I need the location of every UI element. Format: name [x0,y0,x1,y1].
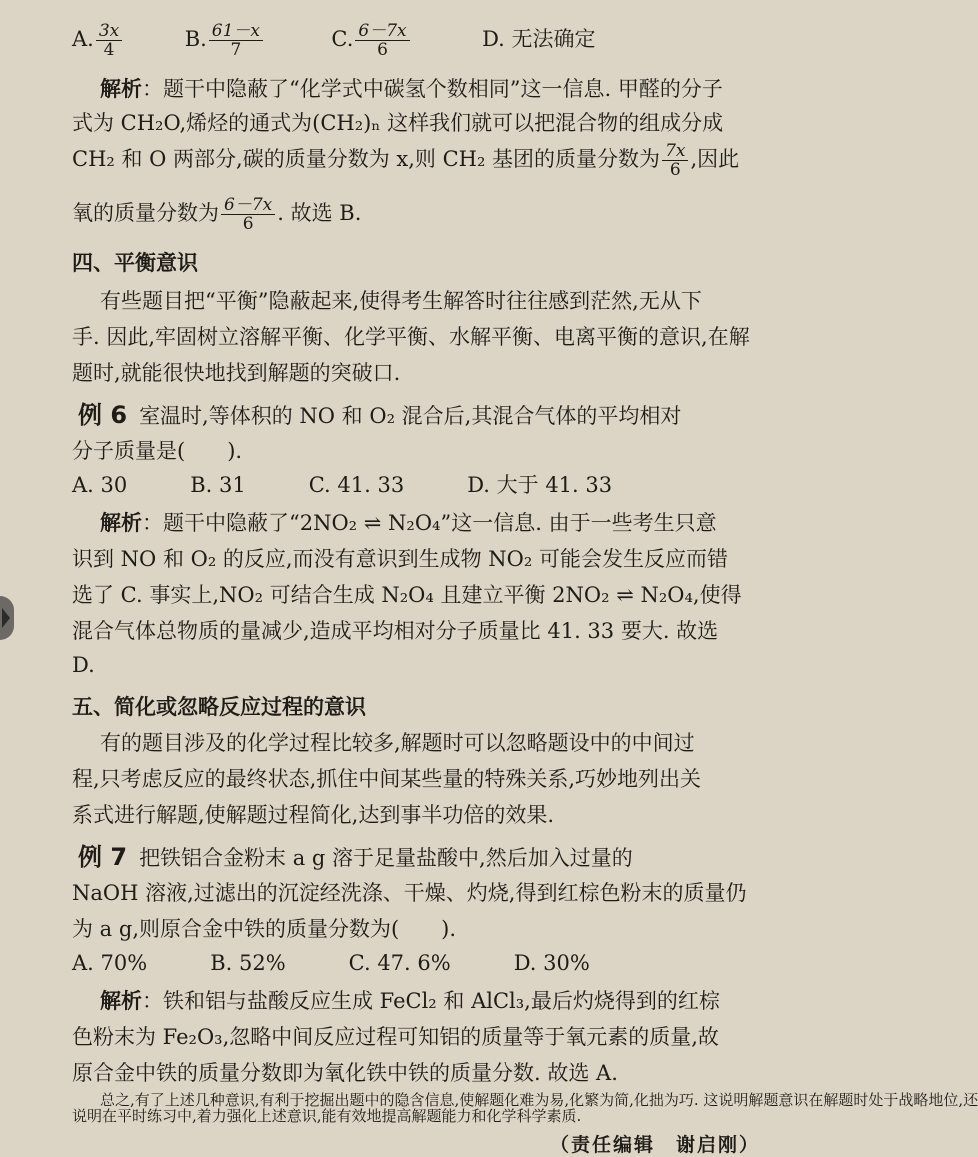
example-label: 例 6 [78,401,128,429]
conclusion-block [72,1091,978,1125]
option-b-denominator: 7 [230,40,242,60]
example-text: NaOH 溶液,过滤出的沉淀经洗涤、干燥、灼烧,得到红棕色粉末的质量仍 [72,881,747,905]
analysis-text: ：题干中隐蔽了“化学式中碳氢个数相同”这一信息. 甲醛的分子 [142,77,723,101]
paragraph-line: 难为易,化繁为简,化拙为巧. 这说明解题意识在解题时处于战略地位,还 [519,1091,978,1109]
analysis-text: ：铁和铝与盐酸反应生成 FeCl₂ 和 AlCl₃,最后灼烧得到的红棕 [142,989,720,1013]
option-c-label: C. [331,27,354,51]
option-a-denominator: 4 [103,40,115,60]
option-b-numerator: 61－x [209,22,263,41]
analysis-text: CH₂ 和 O 两部分,碳的质量分数为 x,则 CH₂ 基团的质量分数为 [72,147,661,171]
page-tab-arrow-icon[interactable] [0,596,14,640]
example-text: 室温时,等体积的 NO 和 O₂ 混合后,其混合气体的平均相对 [139,404,682,428]
example-label: 例 7 [78,843,128,871]
option-c-numerator: 6－7x [355,22,409,41]
fraction-denominator: 6 [669,160,681,180]
analysis-label: 解析 [100,511,142,535]
option-c-denominator: 6 [377,40,388,60]
analysis-line: 识到 NO 和 O₂ 的反应,而没有意识到生成物 NO₂ 可能会发生反应而错 [72,547,728,571]
paragraph-line: 手. 因此,牢固树立溶解平衡、化学平衡、水解平衡、电离平衡的意识,在解 [72,325,750,349]
example-text: 把铁铝合金粉末 a g 溶于足量盐酸中,然后加入过量的 [139,846,633,870]
analysis-line [72,986,772,1016]
paragraph-line: 系式进行解题,使解题过程简化,达到事半功倍的效果. [72,803,555,827]
paragraph-line: 程,只考虑反应的最终状态,抓住中间某些量的特殊关系,巧妙地列出关 [72,767,702,791]
option-a-numerator: 3x [96,22,122,41]
fraction-denominator: 6 [242,214,254,234]
fraction-numerator: 7x [662,142,688,161]
analysis-text: . 故选 B. [277,201,362,225]
analysis-line [72,508,772,538]
analysis-line: 混合气体总物质的量减少,造成平均相对分子质量比 41. 33 要大. 故选 [72,619,719,643]
editor-credit: （责任编辑 谢启刚） [549,1134,760,1156]
analysis-line: 原合金中铁的质量分数即为氧化铁中铁的质量分数. 故选 A. [72,1061,618,1085]
analysis-text: 氧的质量分数为 [72,201,219,225]
example-text: 分子质量是( ). [72,439,243,463]
analysis-line: D. [72,653,95,677]
example-options: A. 30 B. 31 C. 41. 33 D. 大于 41. 33 [72,473,613,497]
analysis-line-with-fraction [72,190,772,236]
analysis-label: 解析 [100,989,142,1013]
option-a-label: A. [72,27,94,51]
example-question-line [72,400,772,431]
analysis-line-with-fraction [72,136,772,182]
analysis-line [72,74,772,104]
paragraph-line: 有的题目涉及的化学过程比较多,解题时可以忽略题设中的中间过 [100,731,695,755]
fraction [221,196,275,233]
option-c-fraction [355,22,409,59]
example-options: A. 70% B. 52% C. 47. 6% D. 30% [72,951,590,975]
analysis-text: ：题干中隐蔽了“2NO₂ ⇌ N₂O₄”这一信息. 由于一些考生只意 [142,511,717,535]
analysis-line: 色粉末为 Fe₂O₃,忽略中间反应过程可知铝的质量等于氧元素的质量,故 [72,1025,719,1049]
option-b-fraction [209,22,263,59]
analysis-line: 式为 CH₂O,烯烃的通式为(CH₂)ₙ 这样我们就可以把混合物的组成分成 [72,111,724,135]
analysis-line: 选了 C. 事实上,NO₂ 可结合生成 N₂O₄ 且建立平衡 2NO₂ ⇌ N₂O₄,使得 [72,583,742,607]
analysis-label: 解析 [100,77,142,101]
paragraph-line: 总之,有了上述几种意识,有利于挖掘出题中的隐含信息,使解题化 [100,1091,520,1109]
option-a-fraction [96,22,122,59]
analysis-text: ,因此 [690,147,740,171]
example-text: 为 a g,则原合金中铁的质量分数为( ). [72,917,457,941]
example-question-line [72,842,772,873]
paragraph-line: 题时,就能很快地找到解题的突破口. [72,361,401,385]
paragraph-line: 说明在平时练习中,着力强化上述意识,能有效地提高解题能力和化学科 [72,1107,532,1125]
section-heading: 五、简化或忽略反应过程的意识 [72,695,366,719]
question-options [72,16,772,62]
paragraph-line: 学素质. [531,1107,582,1125]
section-heading: 四、平衡意识 [72,251,198,275]
option-d: D. 无法确定 [482,27,596,51]
option-b-label: B. [184,27,207,51]
fraction-numerator: 6－7x [221,196,275,215]
paragraph-line: 有些题目把“平衡”隐蔽起来,使得考生解答时往往感到茫然,无从下 [100,289,702,313]
fraction [662,142,688,179]
